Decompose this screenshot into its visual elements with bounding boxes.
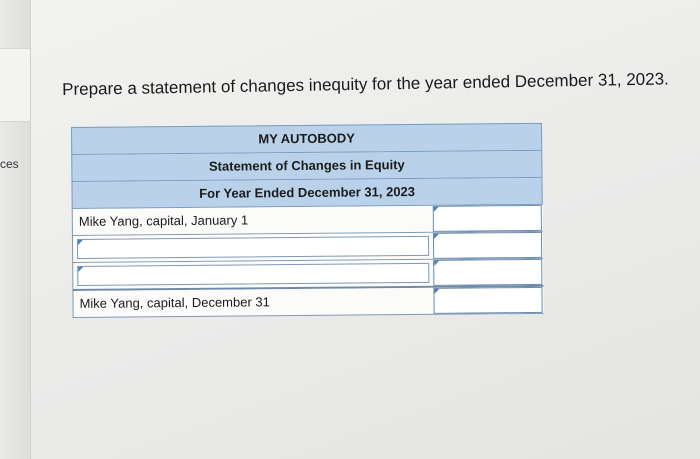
left-panel-label[interactable]: ces <box>0 157 19 171</box>
input-marker-icon <box>434 234 439 239</box>
row-label-input-1[interactable] <box>77 236 429 259</box>
statement-table <box>71 123 544 318</box>
input-marker-icon <box>434 289 439 294</box>
table-row-blank-1 <box>72 232 543 263</box>
statement-title: Statement of Changes in Equity <box>71 151 542 182</box>
company-name: MY AUTOBODY <box>71 123 542 155</box>
input-marker-icon <box>78 267 83 272</box>
opening-capital-amount-input[interactable] <box>433 205 542 232</box>
input-marker-icon <box>78 240 83 245</box>
table-row-closing-capital <box>72 287 543 318</box>
left-tab[interactable] <box>0 48 31 122</box>
statement-period: For Year Ended December 31, 2023 <box>71 178 542 209</box>
row-label-input-2[interactable] <box>77 263 429 286</box>
row-amount-input-2[interactable] <box>433 259 542 286</box>
closing-capital-amount-input[interactable] <box>433 287 542 314</box>
row-label-closing-capital: Mike Yang, capital, December 31 <box>79 294 270 311</box>
row-amount-input-1[interactable] <box>433 232 542 259</box>
input-marker-icon <box>434 207 439 212</box>
table-row-blank-2 <box>72 259 543 291</box>
left-divider <box>30 0 31 459</box>
instruction-text: Prepare a statement of changes inequity for the year ended December 31, 2023. <box>62 69 669 99</box>
row-label-opening-capital: Mike Yang, capital, January 1 <box>78 212 249 229</box>
table-row-opening-capital <box>72 205 543 236</box>
input-marker-icon <box>434 261 439 266</box>
